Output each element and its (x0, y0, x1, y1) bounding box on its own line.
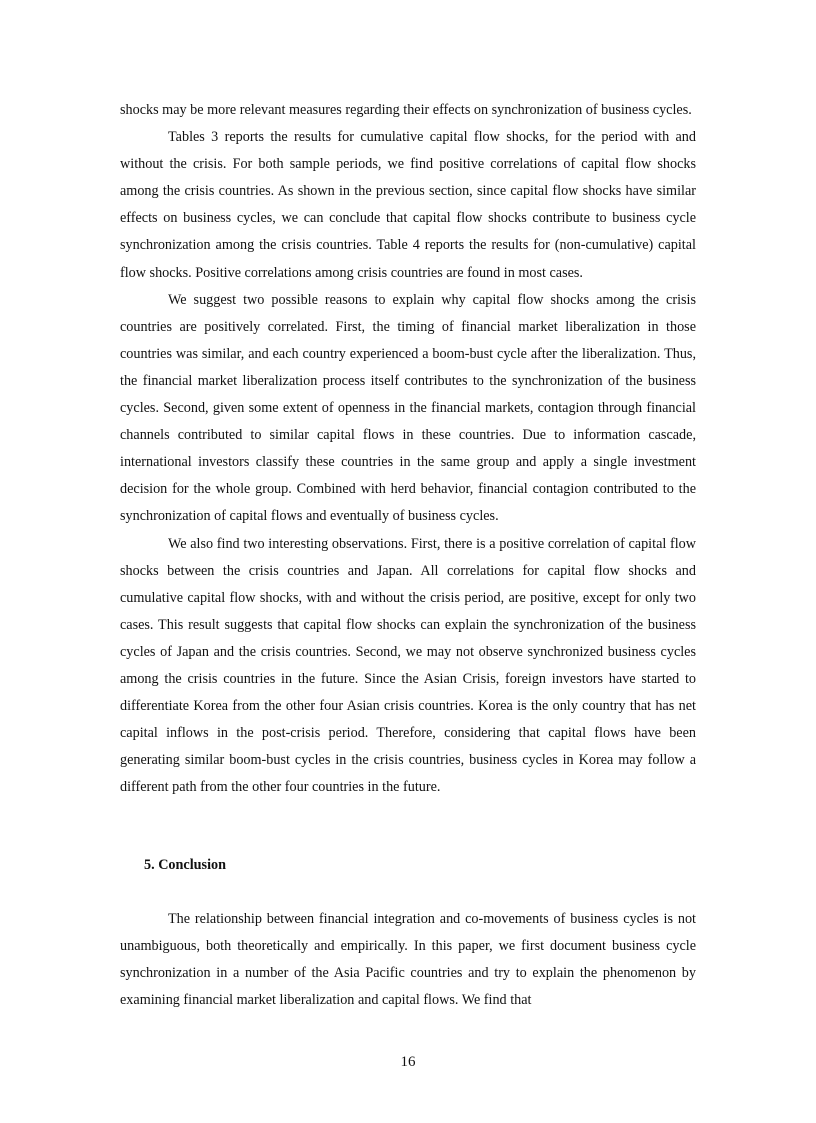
conclusion-text (120, 906, 696, 1014)
section-heading-conclusion: 5. Conclusion (144, 857, 226, 873)
page-number: 16 (400, 1054, 416, 1070)
body-text (120, 97, 696, 801)
paragraph-conclusion: The relationship between financial integration and co-movements of business cycles is not unambiguous, both theoretically and empirically. In this paper, we first document business cycle synchronization in a number of the Asia Pacific countries and try to explain the phenomenon by examining financial market liberalization and capital flows. We find that (120, 911, 696, 1009)
paragraph-continued: shocks may be more relevant measures regarding their effects on synchronization of business cycles. (120, 102, 692, 118)
paragraph-cumulative-shocks: Tables 3 reports the results for cumulative capital flow shocks, for the period with and without the crisis. For both sample periods, we find positive correlations of capital flow shocks among the crisis countries. As shown in the previous section, since capital flow shocks have similar effects on business cycles, we can conclude that capital flow shocks contribute to business cycle synchronization among the crisis countries. Table 4 reports the results for (non-cumulative) capital flow shocks. Positive correlations among crisis countries are found in most cases. (120, 129, 696, 281)
paragraph-observations: We also find two interesting observations. First, there is a positive correlation of capital flow shocks between the crisis countries and Japan. All correlations for capital flow shocks and cumulative capital flow shocks, with and without the crisis period, are positive, except for only two cases. This result suggests that capital flow shocks can explain the synchronization of the business cycles of Japan and the crisis countries. Second, we may not observe synchronized business cycles among the crisis countries in the future. Since the Asian Crisis, foreign investors have started to differentiate Korea from the other four Asian crisis countries. Korea is the only country that has net capital inflows in the post-crisis period. Therefore, considering that capital flows have been generating similar boom-bust cycles in the crisis countries, business cycles in Korea may follow a different path from the other four countries in the future. (120, 535, 696, 796)
paragraph-possible-reasons: We suggest two possible reasons to explain why capital flow shocks among the crisis countries are positively correlated. First, the timing of financial market liberalization in those countries was similar, and each country experienced a boom-bust cycle after the liberalization. Thus, the financial market liberalization process itself contributes to the synchronization of the business cycles. Second, given some extent of openness in the financial markets, contagion through financial channels contributed to similar capital flows in these countries. Due to information cascade, international investors classify these countries in the same group and apply a single investment decision for the whole group. Combined with herd behavior, financial contagion contributed to the synchronization of capital flows and eventually of business cycles. (120, 291, 696, 525)
